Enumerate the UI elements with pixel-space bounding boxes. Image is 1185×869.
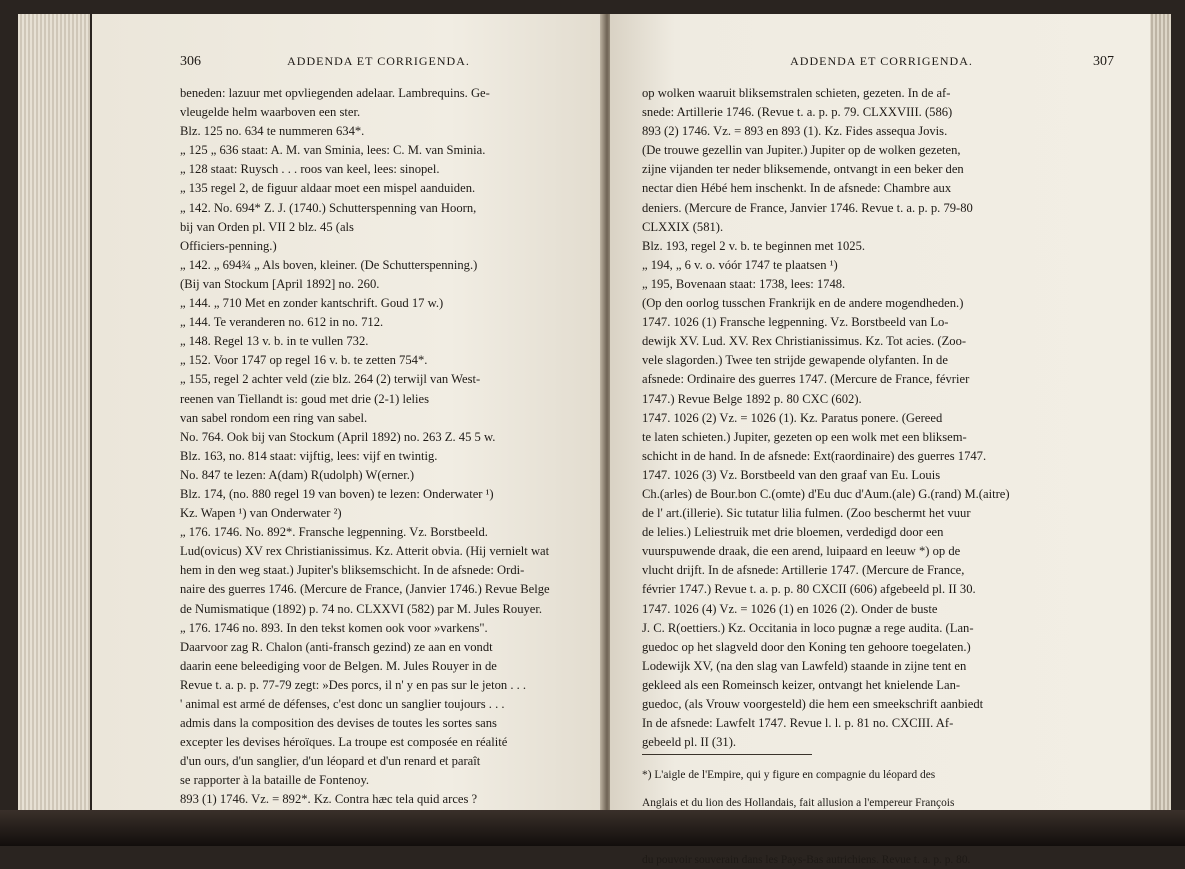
page-edges-left	[18, 14, 90, 814]
text-line: guedoc, (als Vrouw voorgesteld) die hem een smeekschrift aanbiedt	[642, 697, 984, 711]
text-line: de lelies.) Leliestruik met drie bloemen, verdedigd door een	[642, 525, 944, 540]
text-line: Ch.(arles) de Bour.bon C.(omte) d'Eu duc d'Aum.(ale) G.(rand) M.(aitre)	[642, 486, 1010, 501]
text-line: vele slagorden.) Twee ten strijde gewapende olyfanten. In de	[642, 353, 948, 368]
text-line: Officiers-penning.)	[180, 238, 277, 253]
text-line: Lud(ovicus) XV rex Christianissimus. Kz. Atterit obvia. (Hij vernielt wat	[180, 544, 550, 559]
text-line: d'un ours, d'un sanglier, d'un léopard et d'un renard et paraît	[180, 754, 481, 769]
right-page-number: 307	[1093, 54, 1114, 69]
text-line: février 1747.) Revue t. a. p. p. 80 CXCII (606) afgebeeld pl. II 30.	[642, 582, 976, 597]
right-page	[610, 14, 1150, 866]
text-line: „ 148. Regel 13 v. b. in te vullen 732.	[180, 334, 369, 349]
text-line: de Numismatique (1892) p. 74 no. CLXXVI (582) par M. Jules Rouyer.	[180, 601, 543, 616]
text-line: Lodewijk XV, (na den slag van Lawfeld) staande in zijne tent en	[642, 658, 967, 673]
text-line: vlucht drijft. In de afsnede: Artillerie 1747. (Mercure de France,	[642, 563, 965, 578]
text-line: „ 152. Voor 1747 op regel 16 v. b. te zetten 754*.	[180, 353, 428, 368]
text-line: gekleed als een Romeinsch keizer, ontvangt het knielende Lan-	[642, 677, 961, 692]
text-line: gebeeld pl. II (31).	[642, 735, 737, 750]
text-line: „ 155, regel 2 achter veld (zie blz. 264 (2) terwijl van West-	[180, 372, 481, 387]
text-line: Blz. 125 no. 634 te nummeren 634*.	[180, 124, 365, 139]
text-line: bij van Orden pl. VII 2 blz. 45 (als	[180, 219, 354, 234]
text-line: 1747. 1026 (4) Vz. = 1026 (1) en 1026 (2). Onder de buste	[642, 601, 938, 616]
text-line: Blz. 163, no. 814 staat: vijftig, lees: vijf en twintig.	[180, 448, 438, 463]
text-line: van sabel rondom een ring van sabel.	[180, 410, 368, 425]
text-line: 1747. 1026 (2) Vz. = 1026 (1). Kz. Paratus ponere. (Gereed	[642, 410, 943, 425]
text-line: deniers. (Mercure de France, Janvier 1746. Revue t. a. p. p. 79-80	[642, 200, 973, 215]
text-line: 1747. 1026 (3) Vz. Borstbeeld van den graaf van Eu. Louis	[642, 467, 941, 482]
text-line: Blz. 174, (no. 880 regel 19 van boven) te lezen: Onderwater ¹)	[180, 486, 494, 501]
text-line: Blz. 193, regel 2 v. b. te beginnen met 1025.	[642, 238, 866, 253]
text-line: 1747.) Revue Belge 1892 p. 80 CXC (602).	[642, 391, 862, 406]
text-line: Daarvoor zag R. Chalon (anti-fransch gezind) ze aan en vondt	[180, 639, 493, 654]
footnote-line: du pouvoir souverain dans les Pays-Bas autrichiens. Revue t. a. p. p. 80.	[642, 853, 971, 866]
text-line: No. 847 te lezen: A(dam) R(udolph) W(erner.)	[180, 467, 415, 482]
text-line: „ 135 regel 2, de figuur aldaar moet een mispel aanduiden.	[180, 181, 476, 196]
footnote-line: Anglais et du lion des Hollandais, fait allusion a l'empereur François	[642, 797, 955, 810]
bottom-shadow	[0, 810, 1185, 846]
text-line: Kz. Wapen ¹) van Onderwater ²)	[180, 506, 342, 521]
text-line: „ 128 staat: Ruysch . . . roos van keel, lees: sinopel.	[180, 162, 440, 177]
left-running-header	[180, 54, 584, 70]
text-line: daarin eene beleediging voor de Belgen. M. Jules Rouyer in de	[180, 658, 497, 673]
text-line: nectar dien Hébé hem inschenkt. In de afsnede: Chambre aux	[642, 181, 952, 196]
text-line: „ 176. 1746 no. 893. In den tekst komen ook voor »varkens".	[180, 620, 488, 635]
text-line: se rapporter à la bataille de Fontenoy.	[180, 773, 370, 788]
text-line: J. C. R(oettiers.) Kz. Occitania in loco pugnæ a rege audita. (Lan-	[642, 620, 974, 635]
text-line: „ 194, „ 6 v. o. vóór 1747 te plaatsen ¹)	[642, 257, 838, 272]
text-line: admis dans la composition des devises de toutes les sortes sans	[180, 716, 497, 731]
text-line: excepter les devises héroïques. La troupe est composée en réalité	[180, 735, 508, 750]
text-line: „ 195, Bovenaan staat: 1738, lees: 1748.	[642, 276, 846, 291]
text-line: 893 (1) 1746. Vz. = 892*. Kz. Contra hæc tela quid arces ?	[180, 792, 478, 807]
text-line: „ 125 „ 636 staat: A. M. van Sminia, lees: C. M. van Sminia.	[180, 143, 486, 158]
left-page-text	[180, 84, 584, 829]
text-line: hem in den weg staat.) Jupiter's bliksemschicht. In de afsnede: Ordi-	[180, 563, 525, 578]
text-line: No. 764. Ook bij van Stockum (April 1892) no. 263 Z. 45 5 w.	[180, 429, 496, 444]
text-line: (Op den oorlog tusschen Frankrijk en de andere mogendheden.)	[642, 296, 964, 311]
text-line: afsnede: Ordinaire des guerres 1747. (Mercure de France, février	[642, 372, 970, 387]
text-line: beneden: lazuur met opvliegenden adelaar. Lambrequins. Ge-	[180, 86, 490, 100]
text-line: In de afsnede: Lawfelt 1747. Revue l. l. p. 81 no. CXCIII. Af-	[642, 716, 954, 731]
text-line: „ 142. No. 694* Z. J. (1740.) Schutterspenning van Hoorn,	[180, 200, 477, 215]
footnote-rule	[642, 754, 812, 755]
text-line: snede: Artillerie 1746. (Revue t. a. p. p. 79. CLXXVIII. (586)	[642, 105, 953, 120]
text-line: „ 176. 1746. No. 892*. Fransche legpenning. Vz. Borstbeeld.	[180, 525, 488, 540]
text-line: CLXXIX (581).	[642, 219, 724, 234]
text-line: zijne vijanden ter neder bliksemende, ontvangt in een beker den	[642, 162, 964, 177]
left-page-number: 306	[180, 54, 201, 69]
right-running-head: ADDENDA ET CORRIGENDA.	[790, 54, 973, 68]
right-page-text	[642, 84, 1114, 752]
footnote-line: *) L'aigle de l'Empire, qui y figure en compagnie du léopard des	[642, 768, 936, 781]
left-running-head: ADDENDA ET CORRIGENDA.	[287, 54, 470, 68]
text-line: de l' art.(illerie). Sic tutatur lilia fulmen. (Zoo beschermt het vuur	[642, 506, 971, 521]
left-page	[92, 14, 604, 814]
text-line: guedoc op het slagveld door den Koning ten gehoore toegelaten.)	[642, 639, 971, 654]
text-line: Revue t. a. p. p. 77-79 zegt: »Des porcs, il n' y en pas sur le jeton . . .	[180, 677, 527, 692]
text-line: „ 142. „ 694¾ „ Als boven, kleiner. (De Schutterspenning.)	[180, 257, 478, 272]
text-line: vleugelde helm waarboven een ster.	[180, 105, 361, 120]
right-running-header	[642, 54, 1114, 70]
text-line: ' animal est armé de défenses, c'est donc un sanglier toujours . . .	[180, 697, 505, 711]
text-line: op wolken waaruit bliksemstralen schieten, gezeten. In de af-	[642, 86, 951, 100]
text-line: 1747. 1026 (1) Fransche legpenning. Vz. Borstbeeld van Lo-	[642, 315, 949, 330]
text-line: dewijk XV. Lud. XV. Rex Christianissimus. Kz. Tot acies. (Zoo-	[642, 334, 967, 349]
text-line: vuurspuwende draak, die een arend, luipaard en leeuw *) op de	[642, 544, 961, 559]
text-line: „ 144. „ 710 Met en zonder kantschrift. Goud 17 w.)	[180, 296, 444, 311]
text-line: naire des guerres 1746. (Mercure de France, (Janvier 1746.) Revue Belge	[180, 582, 550, 597]
text-line: reenen van Tiellandt is: goud met drie (2-1) lelies	[180, 391, 430, 406]
text-line: (Bij van Stockum [April 1892] no. 260.	[180, 276, 380, 291]
text-line: (De trouwe gezellin van Jupiter.) Jupiter op de wolken gezeten,	[642, 143, 961, 158]
text-line: te laten schieten.) Jupiter, gezeten op een wolk met een bliksem-	[642, 429, 967, 444]
text-line: schicht in de hand. In de afsnede: Ext(raordinaire) des guerres 1747.	[642, 448, 987, 463]
text-line: „ 144. Te veranderen no. 612 in no. 712.	[180, 315, 384, 330]
text-line: 893 (2) 1746. Vz. = 893 en 893 (1). Kz. Fides assequa Jovis.	[642, 124, 948, 139]
